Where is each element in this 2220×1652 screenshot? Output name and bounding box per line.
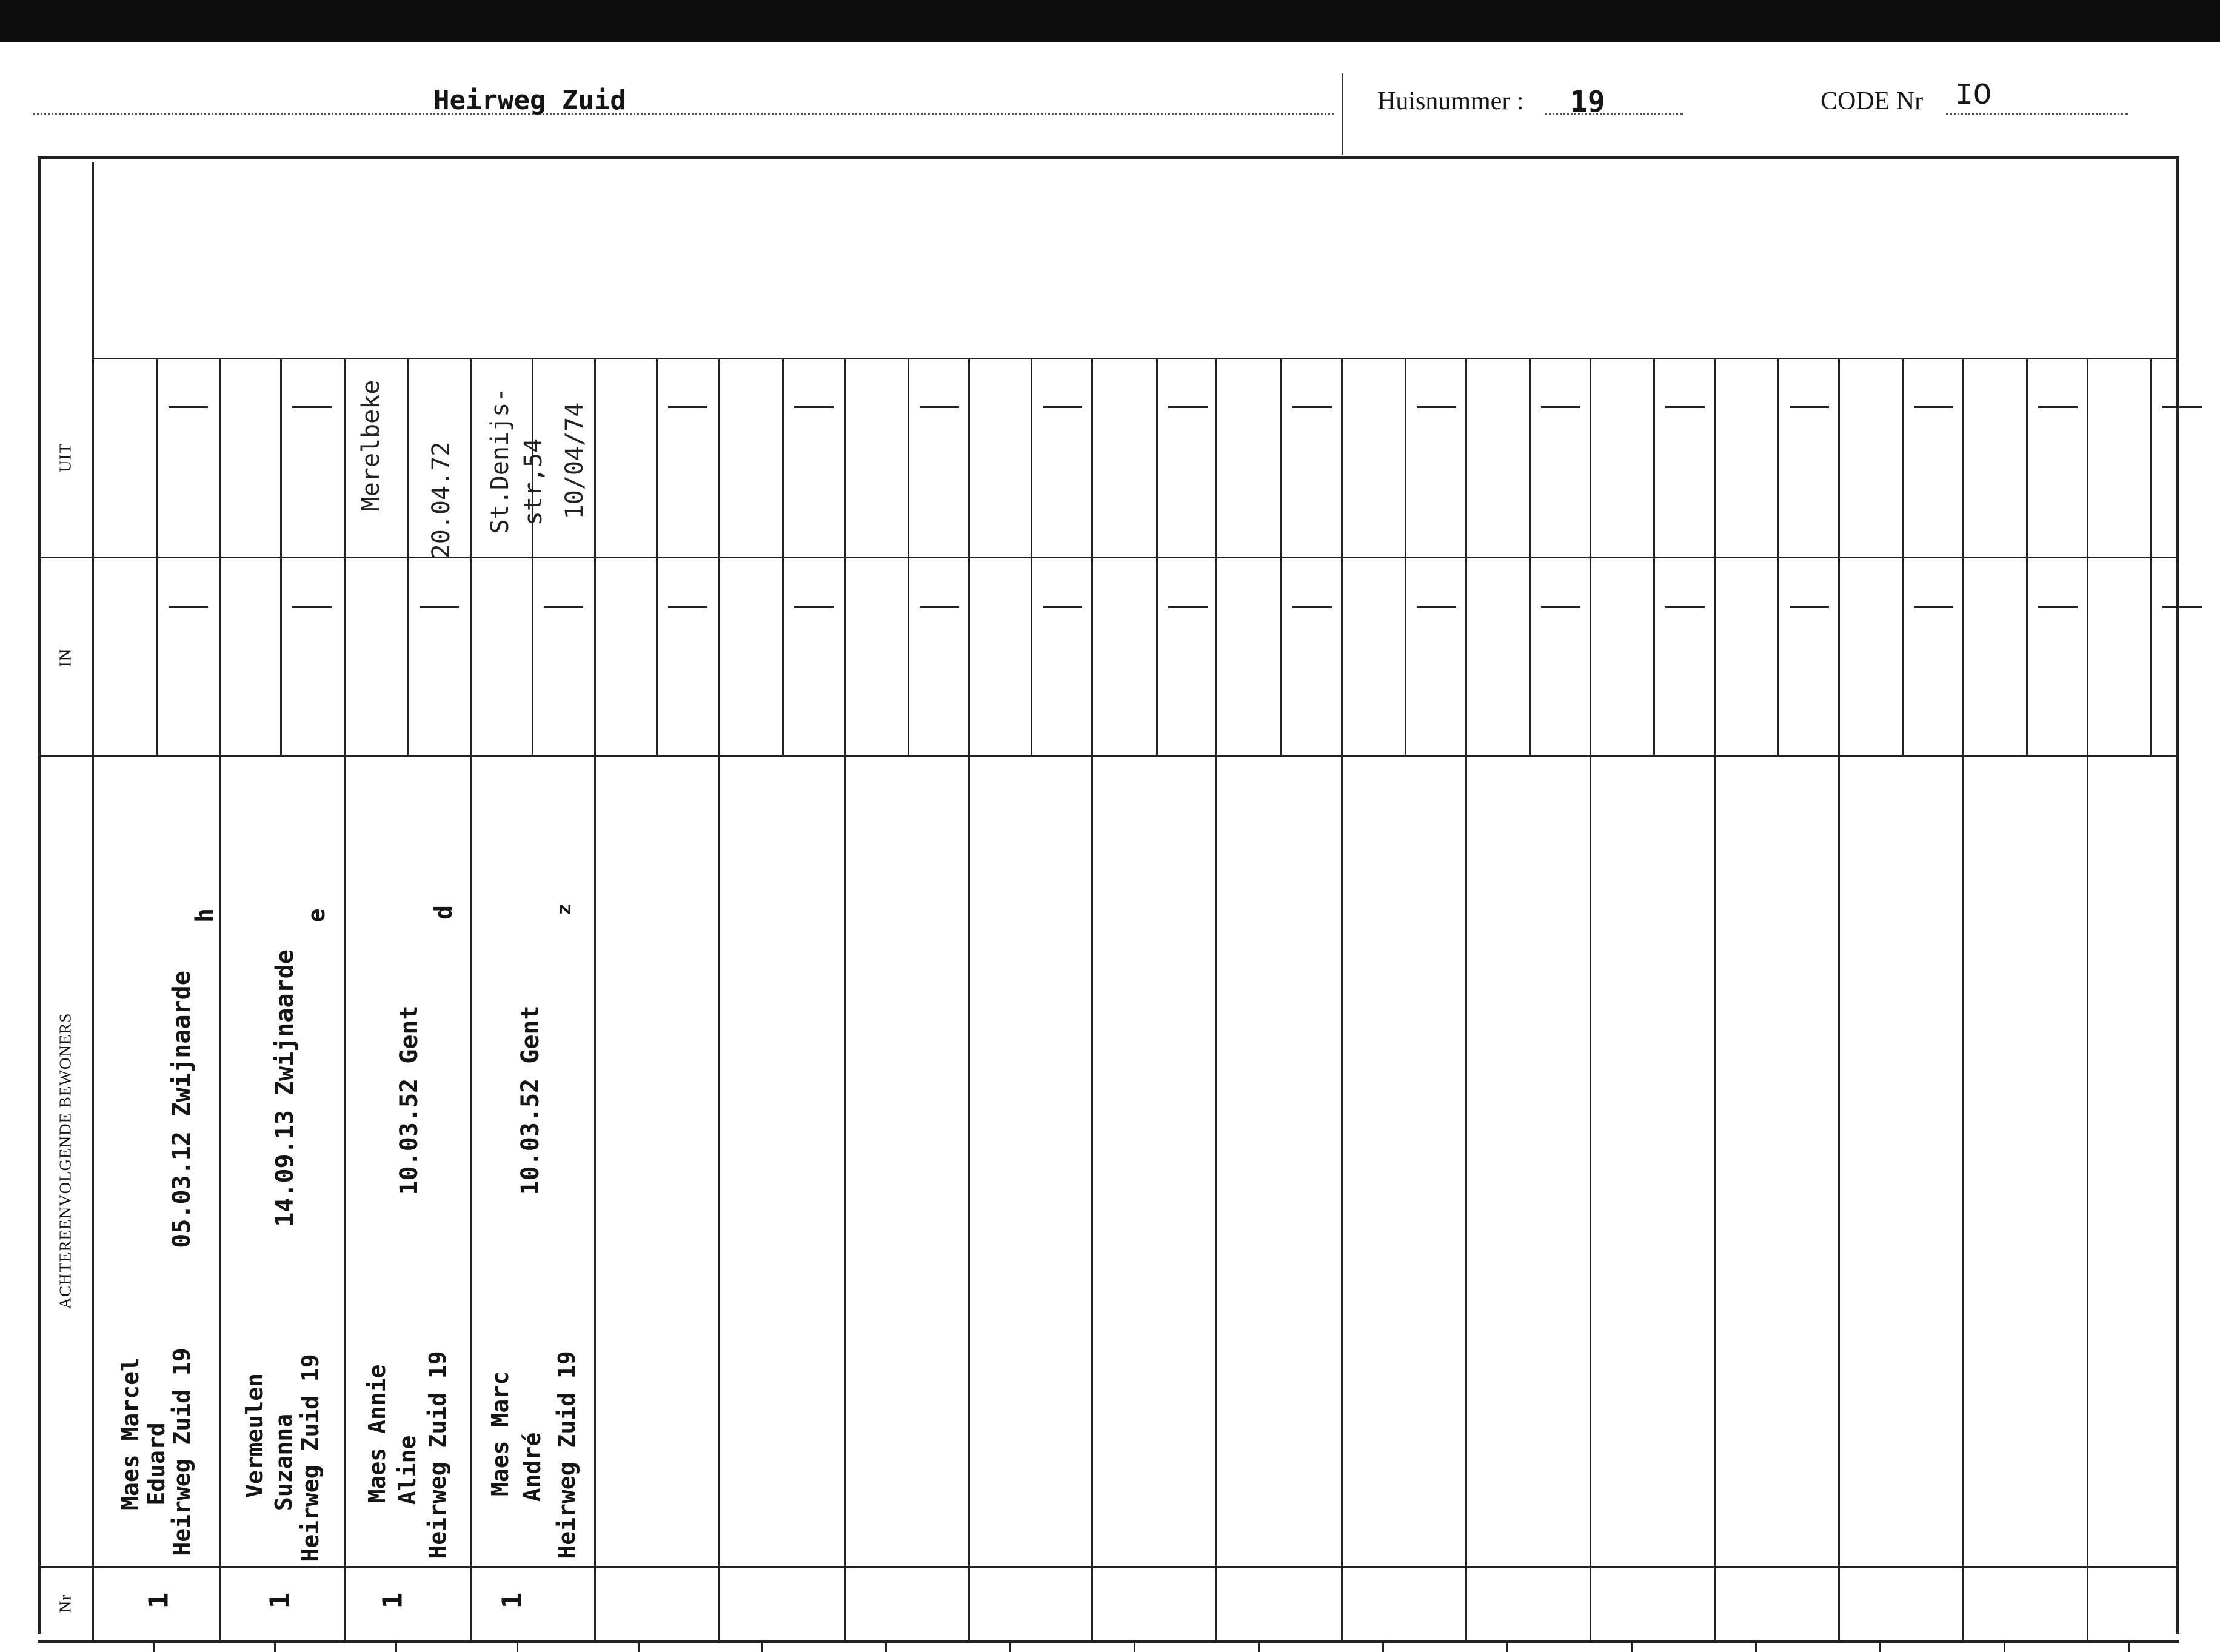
- empty-entry-dash: [920, 406, 959, 408]
- column-divider: [344, 358, 346, 1640]
- column-divider: [1341, 358, 1343, 1640]
- empty-entry-dash: [1168, 606, 1208, 608]
- empty-entry-dash: [1790, 606, 1829, 608]
- empty-entry-dash: [1168, 406, 1208, 408]
- column-divider: [718, 358, 720, 1640]
- empty-entry-dash: [1417, 606, 1456, 608]
- ruler-tick: [517, 1640, 518, 1652]
- empty-entry-dash: [1292, 406, 1332, 408]
- column-divider: [2087, 358, 2088, 1640]
- sub-column-divider: [2150, 358, 2152, 755]
- resident-4-uit-place-line-1: St.Denijs-: [486, 387, 514, 534]
- empty-entry-dash: [2162, 406, 2202, 408]
- street-dotted-line: [33, 113, 1334, 115]
- sub-column-divider: [908, 358, 909, 755]
- empty-entry-dash: [1914, 606, 1953, 608]
- ruler-tick: [1879, 1640, 1881, 1652]
- column-divider: [594, 358, 596, 1640]
- ruler-tick: [1382, 1640, 1384, 1652]
- header-separator: [1342, 73, 1343, 155]
- empty-entry-dash: [1043, 406, 1082, 408]
- sub-column-divider: [1902, 358, 1904, 755]
- resident-2-nr: 1: [264, 1592, 296, 1609]
- house-number-dotted-line: [1545, 113, 1683, 115]
- ruler-tick: [2004, 1640, 2005, 1652]
- column-divider: [844, 358, 846, 1640]
- resident-4-mark: z: [552, 903, 575, 915]
- sub-column-divider: [1156, 358, 1158, 755]
- sub-column-divider: [1280, 358, 1282, 755]
- empty-entry-dash: [1541, 606, 1580, 608]
- sub-column-divider: [782, 358, 784, 755]
- ruler-tick: [885, 1640, 887, 1652]
- resident-2-mark: e: [303, 908, 330, 923]
- register-table: [38, 156, 2179, 1634]
- ruler-tick: [1009, 1640, 1011, 1652]
- residents-band-top: [38, 755, 2179, 757]
- column-divider: [1091, 358, 1093, 1640]
- street-name: Heirweg Zuid: [433, 85, 626, 116]
- residents-label: ACHTEREENVOLGENDE BEWONERS: [56, 1012, 75, 1309]
- code-number-value: IO: [1955, 79, 1992, 113]
- house-number-value: 19: [1570, 85, 1605, 119]
- column-divider: [1215, 358, 1217, 1640]
- in-label: IN: [56, 648, 75, 667]
- resident-3-address: Heirweg Zuid 19: [424, 1351, 451, 1559]
- resident-3-name: Maes Annie: [364, 1364, 390, 1503]
- sub-column-divider: [1653, 358, 1655, 755]
- empty-entry-dash: [668, 606, 707, 608]
- empty-entry-dash: [794, 606, 834, 608]
- nr-label: Nr: [56, 1594, 75, 1613]
- ruler-tick: [1631, 1640, 1633, 1652]
- resident-2-given-name: Suzanna: [270, 1413, 297, 1511]
- column-divider: [1962, 358, 1964, 1640]
- in-band-top: [38, 557, 2179, 558]
- resident-3-nr: 1: [377, 1592, 409, 1609]
- ruler-tick: [761, 1640, 763, 1652]
- sub-column-divider: [1031, 358, 1032, 755]
- ruler-tick: [395, 1640, 397, 1652]
- empty-entry-dash: [1665, 406, 1705, 408]
- empty-entry-dash: [1043, 606, 1082, 608]
- column-divider: [968, 358, 970, 1640]
- resident-1-birth: 05.03.12 Zwijnaarde: [168, 971, 196, 1248]
- ruler-tick: [2128, 1640, 2130, 1652]
- ruler-tick: [1134, 1640, 1135, 1652]
- empty-entry-dash: [1790, 406, 1829, 408]
- ruler-tick: [274, 1640, 276, 1652]
- ruler-tick: [153, 1640, 155, 1652]
- empty-entry-dash: [544, 606, 583, 608]
- bottom-ruler: [38, 1640, 2179, 1643]
- scan-top-border: [0, 0, 2220, 42]
- resident-1-mark: h: [191, 908, 219, 923]
- label-column-line: [92, 162, 94, 1640]
- column-divider: [1838, 358, 1840, 1640]
- empty-entry-dash: [169, 406, 208, 408]
- resident-3-given-name: Aline: [394, 1435, 421, 1505]
- empty-entry-dash: [794, 406, 834, 408]
- ruler-tick: [1258, 1640, 1260, 1652]
- empty-entry-dash: [668, 406, 707, 408]
- empty-entry-dash: [920, 606, 959, 608]
- empty-entry-dash: [1541, 406, 1580, 408]
- column-divider: [1714, 358, 1716, 1640]
- empty-entry-dash: [1417, 406, 1456, 408]
- resident-4-uit-place-line-2: str,54: [520, 438, 547, 526]
- house-number-label: Huisnummer :: [1377, 87, 1524, 115]
- empty-entry-dash: [1665, 606, 1705, 608]
- resident-3-uit-place: Merelbeke: [357, 380, 385, 512]
- ruler-tick: [1506, 1640, 1508, 1652]
- nr-band-top: [38, 1566, 2179, 1568]
- resident-1-name: Maes Marcel: [117, 1357, 144, 1510]
- ruler-tick: [638, 1640, 640, 1652]
- empty-entry-dash: [169, 606, 208, 608]
- empty-entry-dash: [292, 606, 332, 608]
- sub-column-divider: [1777, 358, 1779, 755]
- resident-2-name: Vermeulen: [241, 1373, 268, 1498]
- resident-1-nr: 1: [143, 1592, 175, 1609]
- column-divider: [219, 358, 221, 1640]
- resident-4-nr: 1: [496, 1592, 528, 1609]
- column-divider: [470, 358, 472, 1640]
- uit-label: UIT: [56, 443, 75, 472]
- empty-entry-dash: [2038, 406, 2078, 408]
- resident-3-mark: d: [430, 905, 458, 920]
- sub-column-divider: [1405, 358, 1406, 755]
- code-number-label: CODE Nr: [1820, 87, 1924, 115]
- ruler-tick: [1755, 1640, 1757, 1652]
- empty-entry-dash: [292, 406, 332, 408]
- resident-4-given-name: André: [519, 1432, 546, 1502]
- resident-2-address: Heirweg Zuid 19: [297, 1354, 324, 1562]
- empty-entry-dash: [1292, 606, 1332, 608]
- column-divider: [1590, 358, 1591, 1640]
- empty-entry-dash: [2162, 606, 2202, 608]
- resident-1-address: Heirweg Zuid 19: [169, 1348, 195, 1556]
- sub-column-divider: [532, 358, 533, 755]
- empty-entry-dash: [420, 606, 459, 608]
- column-divider: [1465, 358, 1467, 1640]
- uit-band-top: [94, 358, 2179, 359]
- sub-column-divider: [407, 358, 409, 755]
- sub-column-divider: [656, 358, 658, 755]
- resident-4-name: Maes Marc: [487, 1371, 513, 1496]
- sub-column-divider: [156, 358, 158, 755]
- resident-4-address: Heirweg Zuid 19: [553, 1351, 580, 1559]
- empty-entry-dash: [2038, 606, 2078, 608]
- resident-4-birth: 10.03.52 Gent: [517, 1005, 544, 1196]
- resident-2-birth: 14.09.13 Zwijnaarde: [271, 949, 299, 1227]
- sub-column-divider: [1529, 358, 1531, 755]
- sub-column-divider: [2026, 358, 2028, 755]
- resident-3-birth: 10.03.52 Gent: [395, 1005, 423, 1196]
- resident-3-uit-date: 20.04.72: [427, 441, 455, 559]
- resident-4-uit-date: 10/04/74: [561, 402, 589, 520]
- sub-column-divider: [280, 358, 282, 755]
- empty-entry-dash: [1914, 406, 1953, 408]
- resident-1-given-name: Eduard: [143, 1422, 170, 1506]
